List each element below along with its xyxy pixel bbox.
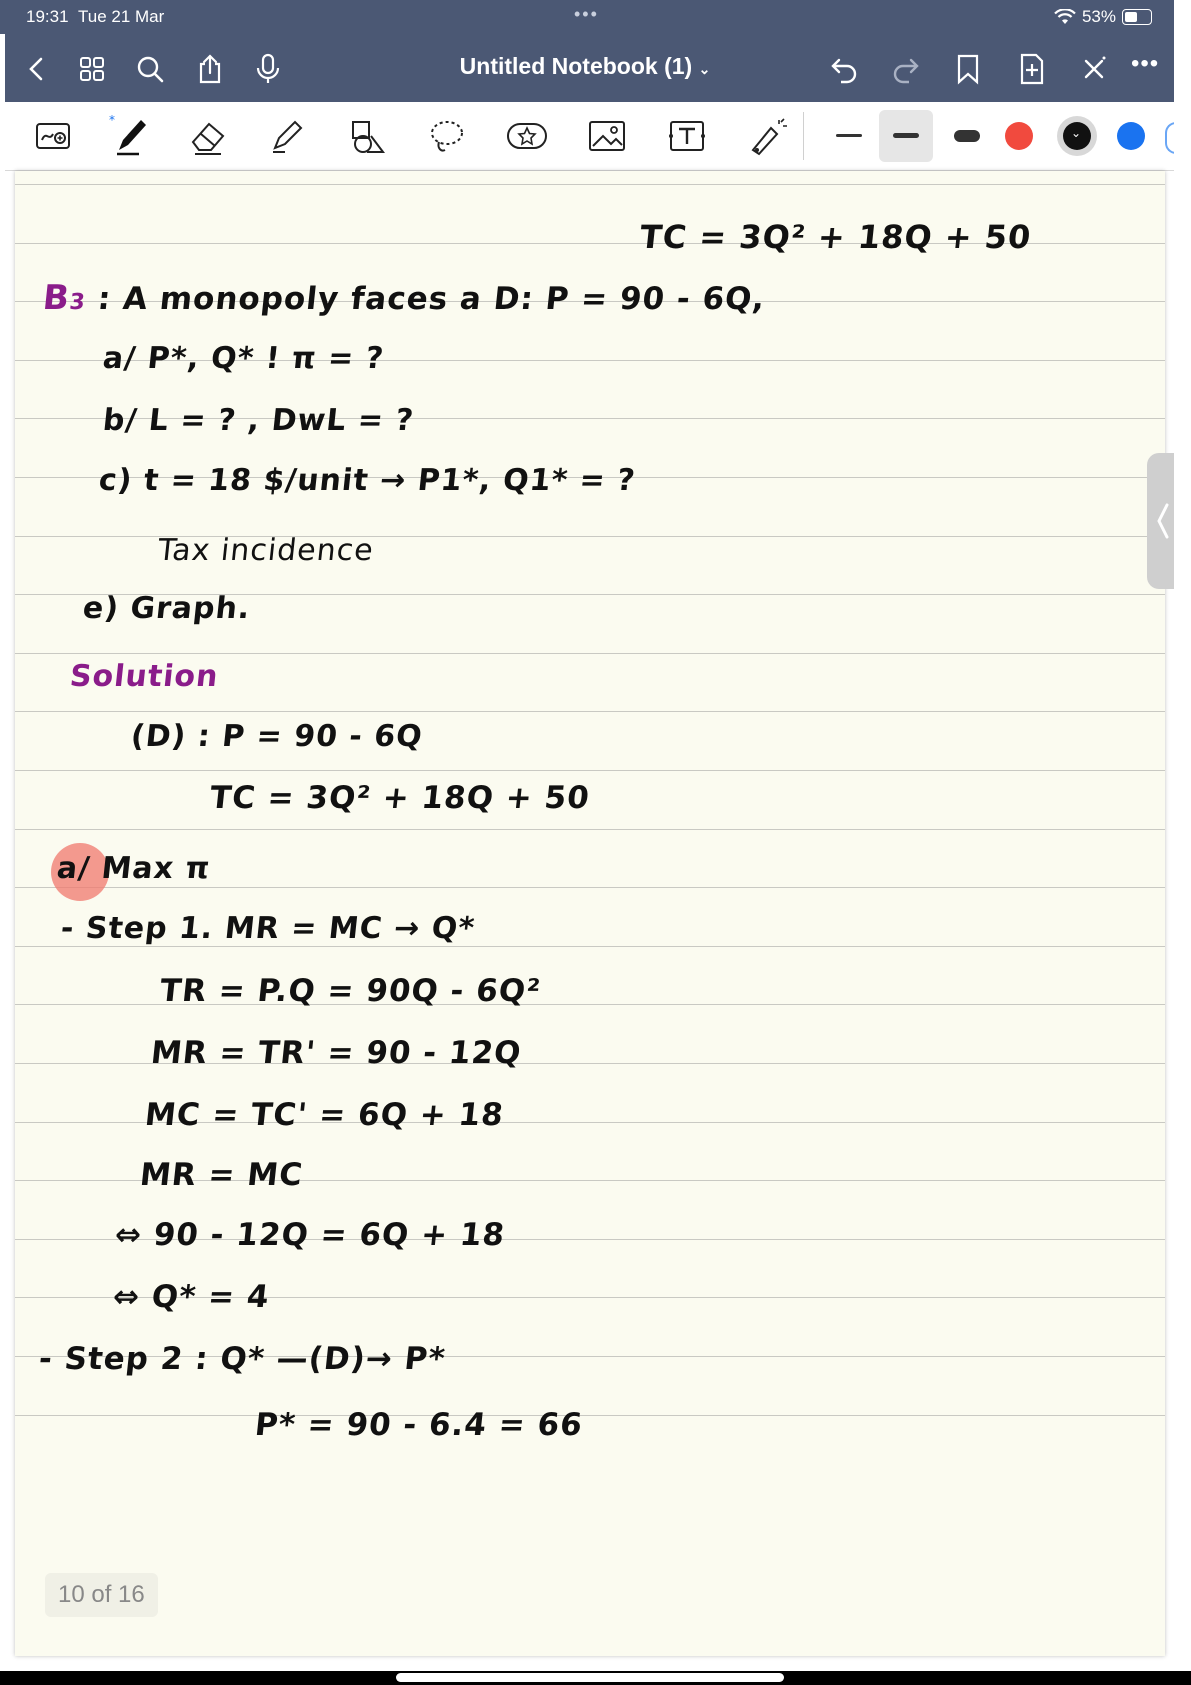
undo-icon[interactable]	[827, 52, 861, 86]
note-line: (D) : P = 90 - 6Q	[129, 719, 425, 754]
note-line: Tax incidence	[156, 533, 376, 568]
toolbar-divider	[803, 112, 804, 160]
search-icon[interactable]	[133, 52, 167, 86]
note-line: ⇔ Q* = 4	[111, 1279, 272, 1315]
lasso-icon[interactable]	[425, 114, 469, 158]
chevron-down-icon: ⌄	[698, 61, 711, 77]
stroke-thick-option[interactable]	[945, 124, 989, 148]
back-chevron-icon[interactable]	[21, 52, 55, 86]
add-page-icon[interactable]	[1015, 52, 1049, 86]
chevron-down-icon: ⌄	[1071, 126, 1082, 140]
note-line: e) Graph.	[81, 591, 253, 626]
ruled-line	[15, 653, 1165, 654]
ruled-line	[15, 184, 1165, 185]
notebook-canvas[interactable]	[5, 171, 1174, 1671]
note-page[interactable]	[15, 171, 1165, 1656]
notebook-title[interactable]: Untitled Notebook (1) ⌄	[459, 53, 711, 79]
highlighter-icon[interactable]	[265, 114, 309, 158]
ruled-line	[15, 829, 1165, 830]
note-line: TR = P.Q = 90Q - 6Q²	[158, 973, 543, 1009]
share-icon[interactable]	[193, 52, 227, 86]
note-line: - Step 1. MR = MC → Q*	[59, 911, 477, 946]
wifi-icon	[1054, 9, 1076, 25]
screen-edge	[1174, 0, 1191, 1685]
shapes-icon[interactable]	[345, 114, 389, 158]
sticker-icon[interactable]	[505, 114, 549, 158]
status-right	[1054, 7, 1152, 27]
note-line: ⇔ 90 - 12Q = 6Q + 18	[113, 1217, 507, 1253]
note-line: b/ L = ? , DwL = ?	[101, 403, 416, 438]
ruled-line	[15, 887, 1165, 888]
eraser-icon[interactable]	[187, 114, 231, 158]
pen-icon[interactable]	[109, 114, 153, 158]
redo-icon[interactable]	[889, 52, 923, 86]
ruled-line	[15, 711, 1165, 712]
ruled-line	[15, 770, 1165, 771]
lasso-zoom-icon[interactable]	[31, 114, 75, 158]
microphone-icon[interactable]	[251, 52, 285, 86]
note-line: MC = TC' = 6Q + 18	[143, 1097, 506, 1133]
color-black-swatch-selected[interactable]	[1057, 116, 1097, 156]
note-line: TC = 3Q² + 18Q + 50	[638, 218, 1034, 256]
note-line: TC = 3Q² + 18Q + 50	[208, 780, 592, 816]
laser-pointer-icon[interactable]	[745, 114, 789, 158]
nav-bar	[5, 34, 1174, 102]
close-tools-icon[interactable]	[1077, 52, 1111, 86]
ruled-line	[15, 946, 1165, 947]
note-line: a/ P*, Q* ! π = ?	[101, 341, 386, 376]
pen-toolbar	[5, 102, 1174, 171]
note-line: B3 : A monopoly faces a D: P = 90 - 6Q,	[40, 278, 768, 318]
note-line: MR = MC	[138, 1157, 305, 1193]
note-line: - Step 2 : Q* —(D)→ P*	[37, 1341, 448, 1377]
note-line: P* = 90 - 6.4 = 66	[253, 1407, 585, 1443]
status-time: 19:31 Tue 21 Mar	[26, 7, 165, 26]
battery-percent: 53%	[1081, 7, 1116, 26]
color-red-swatch[interactable]	[1005, 122, 1033, 150]
ruled-line	[15, 1415, 1165, 1416]
home-indicator-bar	[0, 1671, 1191, 1685]
note-line: c) t = 18 $/unit → P1*, Q1* = ?	[97, 463, 638, 498]
note-line: a/ Max π	[55, 851, 213, 886]
status-bar	[0, 0, 1174, 34]
bookmark-icon[interactable]	[951, 52, 985, 86]
more-icon[interactable]: •••	[1131, 50, 1160, 77]
solution-heading: Solution	[68, 659, 221, 694]
page-indicator: 10 of 16	[45, 1573, 158, 1617]
multitasking-dots-icon[interactable]: •••	[574, 4, 599, 24]
thumbnails-grid-icon[interactable]	[75, 52, 109, 86]
color-blue-swatch[interactable]	[1117, 122, 1145, 150]
svg-text:*: *	[109, 114, 115, 127]
text-icon[interactable]	[665, 114, 709, 158]
image-icon[interactable]	[585, 114, 629, 158]
home-indicator[interactable]	[396, 1673, 784, 1682]
stroke-medium-option[interactable]	[879, 110, 933, 162]
stroke-thin-option[interactable]	[827, 124, 871, 148]
note-line: MR = TR' = 90 - 12Q	[149, 1035, 524, 1071]
battery-icon	[1122, 9, 1152, 25]
